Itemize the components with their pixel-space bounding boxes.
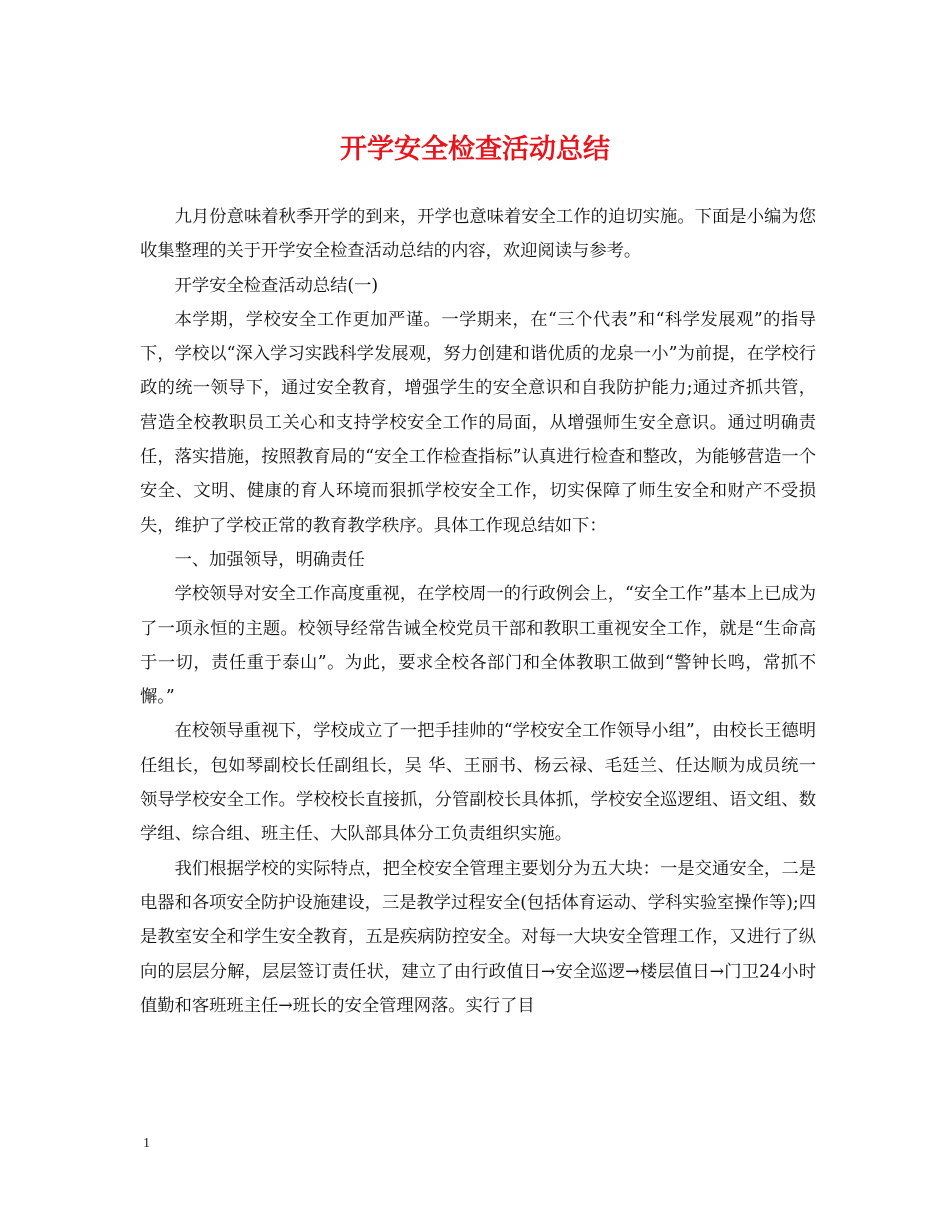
paragraph: 我们根据学校的实际特点，把全校安全管理主要划分为五大块：一是交通安全，二是电器和各项安全防护设施建设，三是教学过程安全(包括体育运动、学科实验室操作等);四是教室安全和学生安全教育，五是疾病防控安全。对每一大块安全管理工作，又进行了纵向的层层分解，层层签订责任状，建立了由行政值日→安全巡逻→楼层值日→门卫24小时值勤和客班班主任→班长的安全管理网落。实行了目: [140, 858, 816, 1016]
section-heading: 开学安全检查活动总结(一): [174, 275, 379, 296]
paragraph: 学校领导对安全工作高度重视，在学校周一的行政例会上，“安全工作”基本上已成为了一项永恒的主题。校领导经常告诫全校党员干部和教职工重视安全工作，就是“生命高于一切，责任重于泰山”。为此，要求全校各部门和全体教职工做到“警钟长鸣，常抓不懈。”: [140, 584, 816, 708]
section-heading: 一、加强领导，明确责任: [174, 549, 365, 570]
paragraph: 本学期，学校安全工作更加严谨。一学期来，在“三个代表”和“科学发展观”的指导下，学校以“深入学习实践科学发展观，努力创建和谐优质的龙泉一小”为前提，在学校行政的统一领导下，通过安全教育，增强学生的安全意识和自我防护能力;通过齐抓共管，营造全校教职员工关心和支持学校安全工作的局面，从增强师生安全意识。通过明确责任，落实措施，按照教育局的“安全工作检查指标”认真进行检查和整改，为能够营造一个安全、文明、健康的育人环境而狠抓学校安全工作，切实保障了师生安全和财产不受损失，维护了学校正常的教育教学秩序。具体工作现总结如下：: [140, 309, 816, 536]
document-title: 开学安全检查活动总结: [340, 134, 610, 165]
paragraph: 九月份意味着秋季开学的到来，开学也意味着安全工作的迫切实施。下面是小编为您收集整理的关于开学安全检查活动总结的内容，欢迎阅读与参考。: [140, 207, 816, 262]
page-number: 1: [143, 1136, 150, 1151]
paragraph: 在校领导重视下，学校成立了一把手挂帅的“学校安全工作领导小组”，由校长王德明任组长，包如琴副校长任副组长，吴 华、王丽书、杨云禄、毛廷兰、任达顺为成员统一领导学校安全工作。学校校长直接抓，分管副校长具体抓，学校安全巡逻组、语文组、数学组、综合组、班主任、大队部具体分工负责组织实施。: [140, 721, 816, 845]
document-body: [140, 200, 816, 1023]
